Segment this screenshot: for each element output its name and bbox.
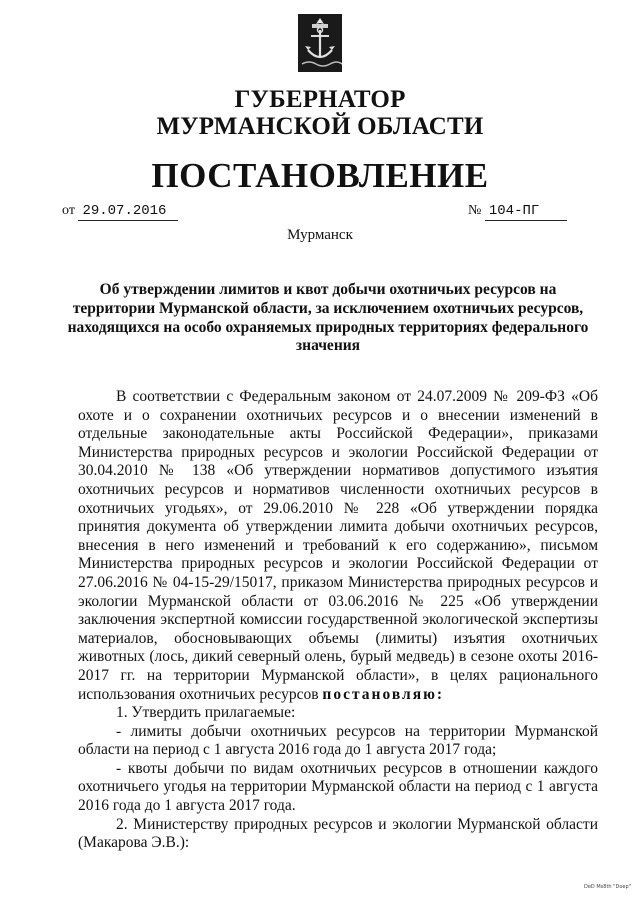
region-title: МУРМАНСКОЙ ОБЛАСТИ [156, 113, 484, 140]
decree-word: постановляю: [322, 685, 445, 703]
document-date: 29.07.2016 [78, 202, 178, 221]
item-1b: - квоты добычи по видам охотничьих ресурсов в отношении каждого охотничьего угодья на территории Мурманской области на период с 1 августа 2016 года до 1 августа 2017 года. [78, 759, 598, 815]
document-body [78, 388, 598, 853]
document-subject: Об утверждении лимитов и квот добычи охотничьих ресурсов на территории Мурманской области, за исключением охотничьих ресурсов, находящихся на особо охраняемых природных территориях федерального значения [67, 281, 589, 355]
footer-mark: DeD Ms8th "Doep" [584, 884, 631, 890]
governor-title: ГУБЕРНАТОР [234, 86, 406, 113]
preamble-paragraph [78, 388, 598, 704]
document-number: 104-ПГ [485, 202, 567, 221]
date-field [62, 202, 178, 221]
coat-of-arms-icon [298, 14, 342, 72]
number-prefix: № [468, 203, 482, 218]
date-prefix: от [62, 203, 75, 218]
city-name: Мурманск [287, 227, 353, 243]
preamble-text: В соответствии с Федеральным законом от 24.07.2009 № 209-ФЗ «Об охоте и о сохранении охотничьих ресурсов и о внесении изменений в отдельные законодательные акты Российской Федерации», приказами Министерства природных ресурсов и экологии Российской Федерации от 30.04.2010 № 138 «Об утверждении нормативов допустимого изъятия охотничьих ресурсов и нормативов численности охотничьих ресурсов в охотничьих угодьях», от 29.06.2010 № 228 «Об утверждении порядка принятия документа об утверждении лимита добычи охотничьих ресурсов, внесения в него изменений и требований к его содержанию», письмом Министерства природных ресурсов и экологии Российской Федерации от 27.06.2016 № 04-15-29/15017, приказом Министерства природных ресурсов и экологии Мурманской области от 03.06.2016 № 225 «Об утверждении заключения экспертной комиссии государственной экологической экспертизы материалов, обосновывающих объемы (лимиты) изъятия охотничьих животных (лось, дикий северный олень, бурый медведь) в сезоне охоты 2016-2017 гг. на территории Мурманской области», в целях рационального использования охотничьих ресурсов [78, 388, 598, 703]
number-field [468, 202, 567, 221]
item-1a: - лимиты добычи охотничьих ресурсов на территории Мурманской области на период с 1 августа 2016 года до 1 августа 2017 года; [78, 722, 598, 759]
item-1: 1. Утвердить прилагаемые: [116, 704, 296, 722]
document-type-title: ПОСТАНОВЛЕНИЕ [151, 156, 489, 195]
item-2: 2. Министерству природных ресурсов и экологии Мурманской области (Макарова Э.В.): [78, 815, 598, 852]
